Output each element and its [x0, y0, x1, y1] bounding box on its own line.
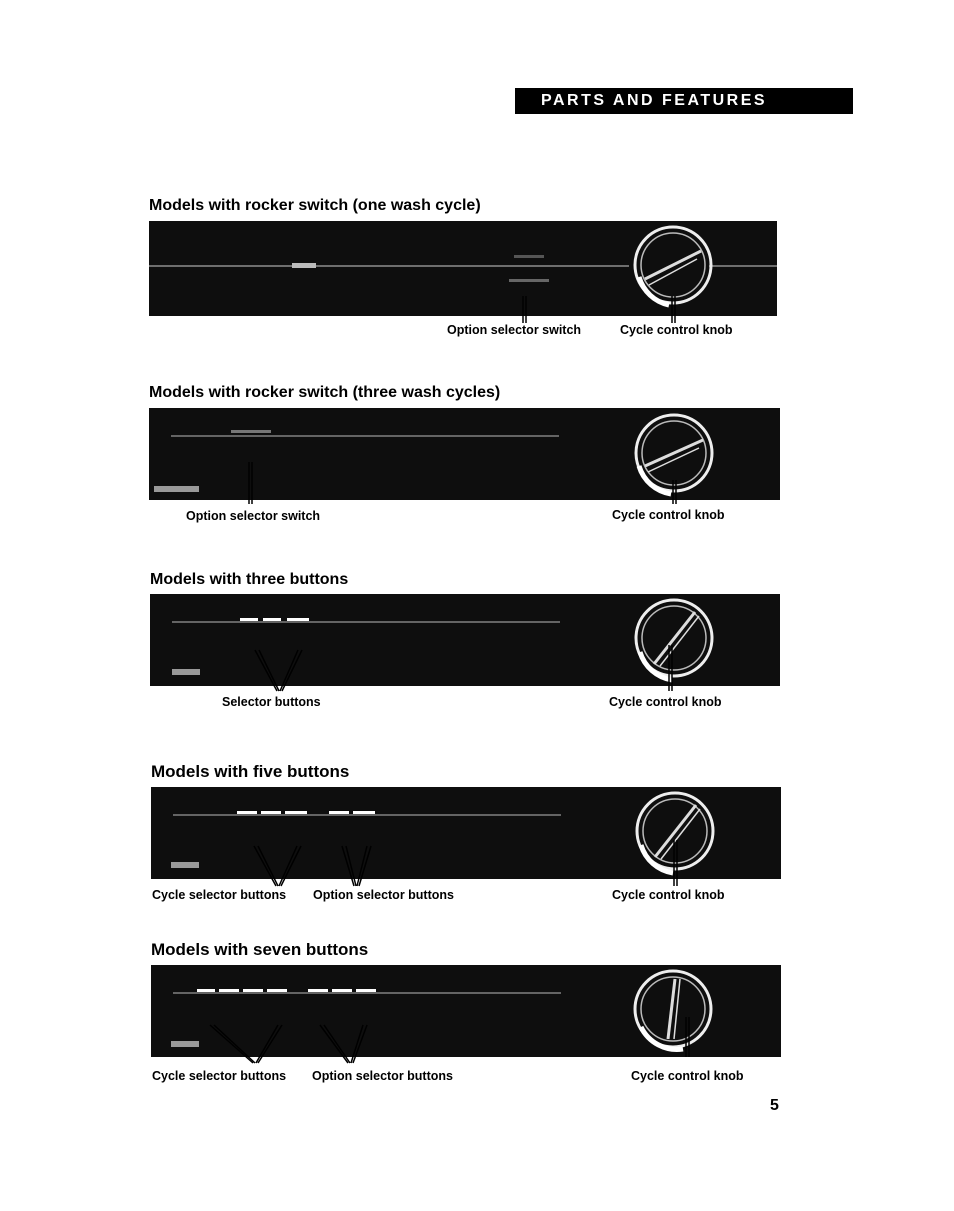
label-cycle-control-knob-2: Cycle control knob	[612, 508, 725, 522]
selector-button[interactable]	[287, 618, 309, 621]
rocker-switch[interactable]	[231, 430, 271, 433]
label-selector-buttons: Selector buttons	[222, 695, 321, 709]
heading-rocker-three-cycles: Models with rocker switch (three wash cycles)	[149, 384, 501, 401]
option-selector-button[interactable]	[356, 989, 376, 992]
cycle-selector-button[interactable]	[243, 989, 263, 992]
cycle-selector-button[interactable]	[267, 989, 287, 992]
rocker-switch[interactable]	[509, 279, 549, 282]
selector-button[interactable]	[240, 618, 258, 621]
label-cycle-control-knob-1: Cycle control knob	[620, 323, 733, 337]
brand-badge	[171, 862, 199, 868]
option-selector-button[interactable]	[332, 989, 352, 992]
callout-lines-1	[510, 296, 710, 326]
cycle-selector-button[interactable]	[237, 811, 257, 814]
callout-lines-4	[250, 840, 700, 890]
option-selector-button[interactable]	[353, 811, 375, 814]
callout-lines-3	[250, 645, 700, 695]
cycle-selector-button[interactable]	[197, 989, 215, 992]
option-selector-button[interactable]	[308, 989, 328, 992]
heading-rocker-one-cycle: Models with rocker switch (one wash cycle)	[149, 197, 481, 214]
callout-lines-2	[240, 462, 690, 507]
cycle-selector-button[interactable]	[219, 989, 239, 992]
brand-badge	[172, 669, 200, 675]
label-cycle-control-knob-3: Cycle control knob	[609, 695, 722, 709]
page-number: 5	[770, 1097, 779, 1114]
selector-button[interactable]	[263, 618, 281, 621]
callout-lines-5	[205, 1017, 705, 1067]
label-cycle-control-knob-4: Cycle control knob	[612, 888, 725, 902]
label-option-selector-switch-1: Option selector switch	[447, 323, 582, 337]
label-option-selector-buttons-2: Option selector buttons	[312, 1069, 453, 1083]
brand-badge	[171, 1041, 199, 1047]
label-option-selector-buttons-1: Option selector buttons	[313, 888, 454, 902]
section-banner: PARTS AND FEATURES	[515, 88, 853, 114]
cycle-selector-button[interactable]	[261, 811, 281, 814]
option-selector-button[interactable]	[329, 811, 349, 814]
label-cycle-selector-buttons-2: Cycle selector buttons	[152, 1069, 287, 1083]
label-cycle-selector-buttons-1: Cycle selector buttons	[152, 888, 287, 902]
label-option-selector-switch-2: Option selector switch	[186, 509, 321, 523]
brand-badge	[292, 263, 316, 268]
label-cycle-control-knob-5: Cycle control knob	[631, 1069, 744, 1083]
brand-badge	[154, 486, 199, 492]
heading-seven-buttons: Models with seven buttons	[151, 940, 369, 959]
heading-three-buttons: Models with three buttons	[150, 571, 349, 588]
heading-five-buttons: Models with five buttons	[151, 762, 350, 781]
cycle-selector-button[interactable]	[285, 811, 307, 814]
